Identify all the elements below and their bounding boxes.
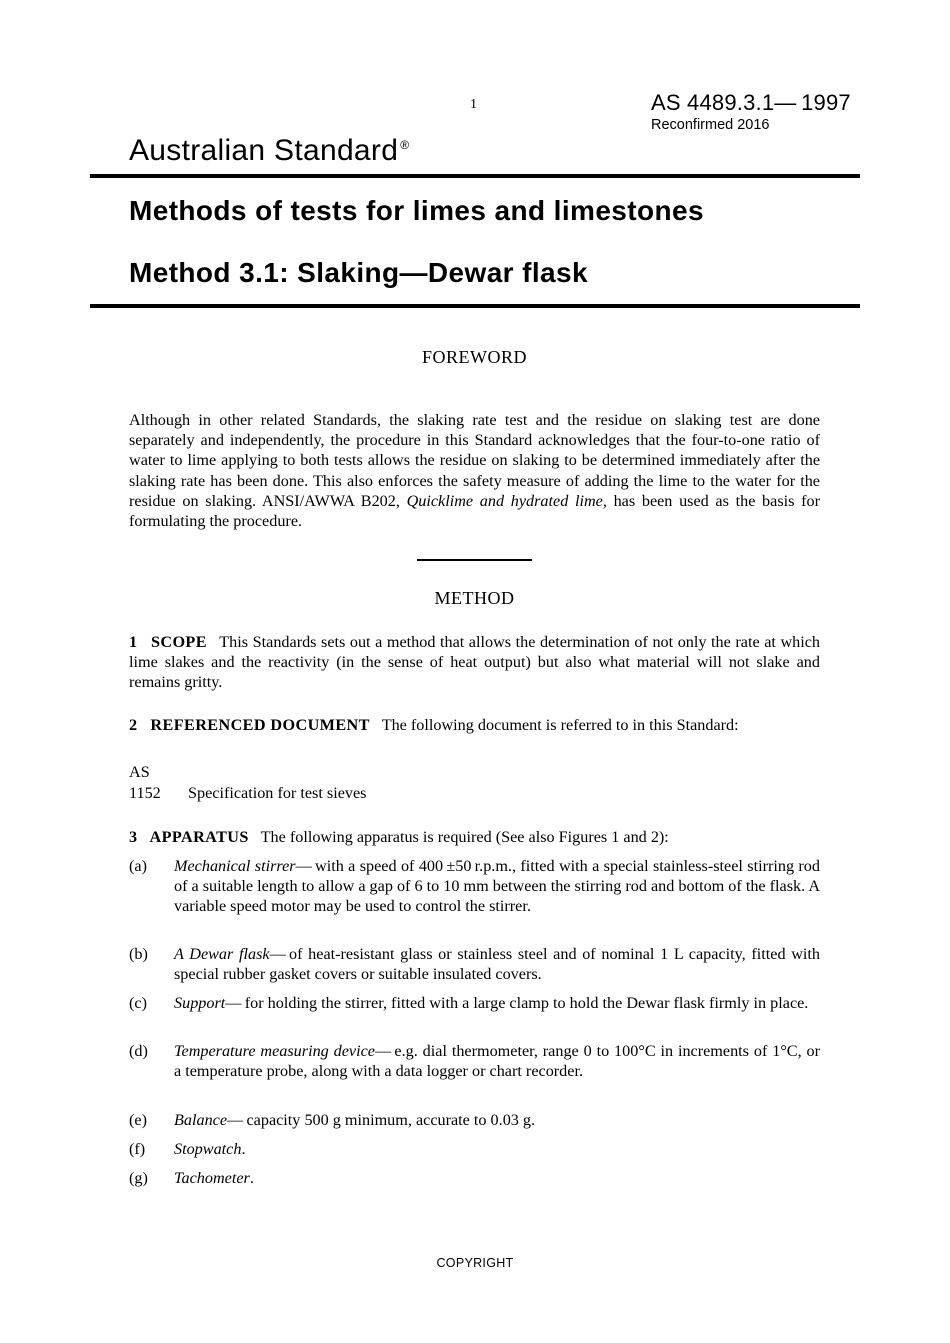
item-term: Balance [174, 1111, 228, 1129]
apparatus-clause [129, 827, 820, 847]
scope-clause [129, 632, 820, 693]
item-term: Stopwatch [174, 1140, 242, 1158]
item-term: Mechanical stirrer [174, 857, 296, 875]
standard-number: AS 4489.3.1— 1997 [651, 90, 851, 115]
item-label: (b) [129, 945, 148, 963]
foreword-referenced-title: Quicklime and hydrated lime [406, 491, 603, 510]
copyright-footer: COPYRIGHT [436, 1256, 514, 1270]
item-text: — of heat-resistant glass or stainless steel and of nominal 1 L capacity, fitted with special rubber gasket covers or suitable insulated covers. [174, 945, 821, 984]
document-title: Methods of tests for limes and limestones [129, 195, 704, 226]
referenced-label: 2 REFERENCED DOCUMENT [129, 716, 370, 734]
list-item [129, 856, 820, 917]
referenced-clause [129, 715, 820, 735]
document-code: 1152 [129, 784, 161, 802]
item-text: — with a speed of 400 ±50 r.p.m., fitted with a special stainless-steel stirring rod of a suitable length to allow a gap of 6 to 10 mm between the stirring rod and bottom of the flask. A variable speed motor may be used to control the stirrer. [174, 857, 821, 916]
item-term: A Dewar flask [174, 945, 270, 963]
list-item [129, 1168, 820, 1188]
list-item [129, 993, 820, 1013]
foreword-text-after: , has been used as the basis for formulating the procedure. [129, 491, 820, 531]
brand-title [129, 134, 409, 168]
item-label: (f) [129, 1140, 146, 1158]
list-item [129, 1139, 820, 1159]
apparatus-label: 3 APPARATUS [129, 828, 249, 846]
item-label: (a) [129, 857, 147, 875]
item-text: — for holding the stirrer, fitted with a large clamp to hold the Dewar flask firmly in place. [225, 994, 809, 1012]
item-label: (d) [129, 1042, 148, 1060]
referenced-document-row [129, 784, 366, 803]
item-text: . [249, 1169, 254, 1187]
item-term: Support [174, 994, 226, 1012]
method-heading: METHOD [434, 588, 515, 608]
item-text: — capacity 500 g minimum, accurate to 0.03 g. [227, 1111, 536, 1129]
item-label: (e) [129, 1111, 147, 1129]
item-text: . [241, 1140, 246, 1158]
list-item [129, 944, 820, 984]
method-title: Method 3.1: Slaking—Dewar flask [129, 257, 588, 288]
item-text: — e.g. dial thermometer, range 0 to 100°C in increments of 1°C, or a temperature probe, along with a data logger or chart recorder. [174, 1042, 820, 1081]
brand-text: Australian Standard [129, 134, 399, 167]
referenced-prefix: AS [129, 763, 150, 781]
page-number: 1 [470, 97, 477, 112]
foreword-text-before: Although in other related Standards, the slaking rate test and the residue on slaking test are done separately and independently, the procedure in this Standard acknowledges that the four-to-one ratio of water to lime applying to both tests allows the residue on slaking to be determined immediately after the slaking rate has been done. This also enforces the safety measure of adding the lime to the water for the residue on slaking. ANSI/AWWA B202, [129, 411, 820, 510]
item-term: Temperature measuring device [174, 1042, 375, 1060]
document-title-ref: Specification for test sieves [188, 784, 367, 802]
foreword-paragraph [129, 410, 820, 531]
top-rule [90, 174, 860, 178]
title-bottom-rule [90, 304, 860, 308]
item-label: (g) [129, 1169, 148, 1187]
scope-text: This Standards sets out a method that allows the determination of not only the rate at which lime slakes and the reactivity (in the sense of heat output) but also what material will not slake and remains gritty. [129, 633, 821, 692]
referenced-text: The following document is referred to in this Standard: [381, 716, 739, 734]
apparatus-text: The following apparatus is required (See also Figures 1 and 2): [260, 828, 669, 846]
foreword-heading: FOREWORD [421, 347, 527, 367]
list-item [129, 1110, 820, 1130]
item-label: (c) [129, 994, 147, 1012]
reconfirmed-date: Reconfirmed 2016 [651, 117, 770, 133]
item-term: Tachometer [174, 1169, 250, 1187]
registered-mark: ® [400, 138, 410, 152]
section-divider [417, 559, 532, 561]
scope-label: 1 SCOPE [129, 633, 207, 651]
list-item [129, 1041, 820, 1081]
